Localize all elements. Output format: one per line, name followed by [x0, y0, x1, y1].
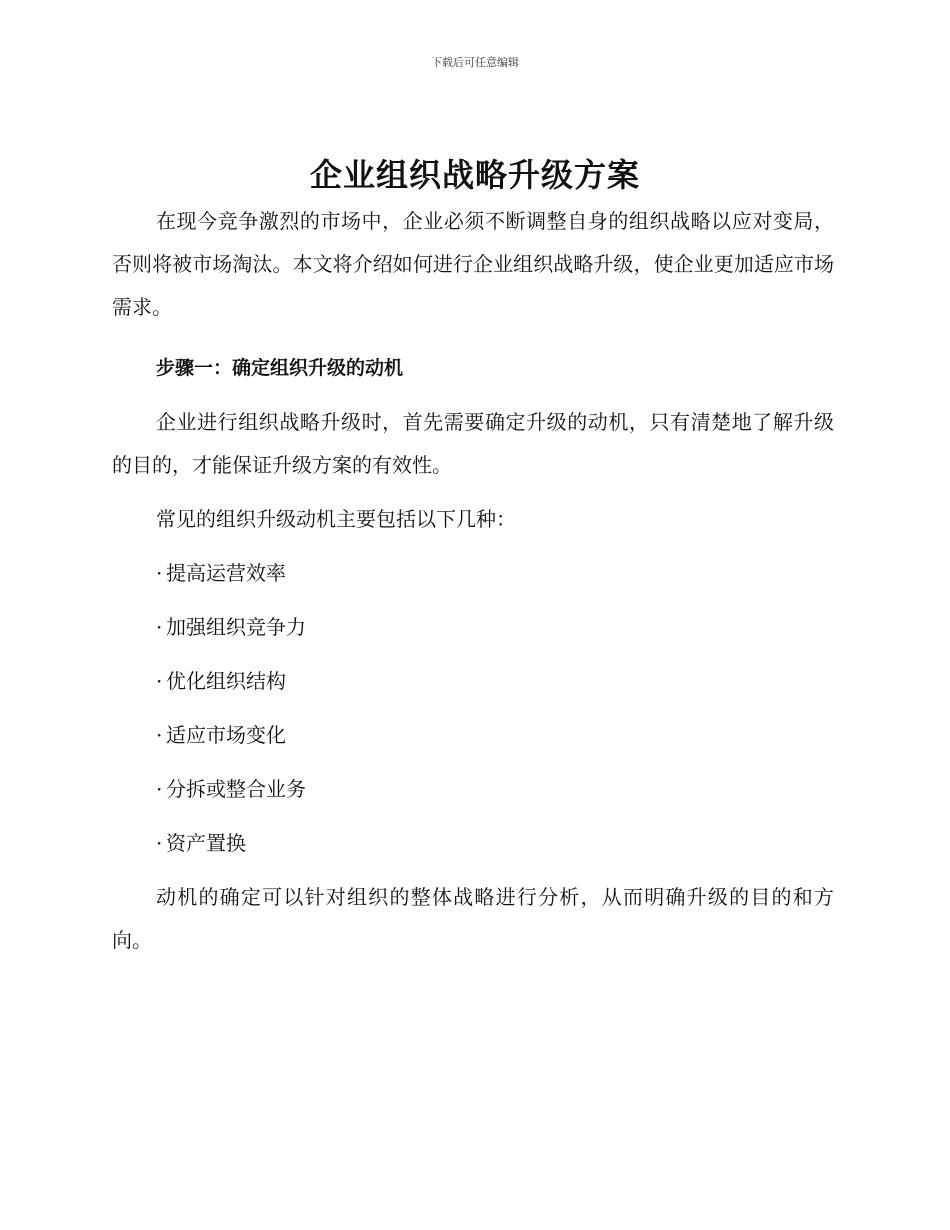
list-item-text: 提高运营效率	[166, 561, 286, 585]
document-title: 企业组织战略升级方案	[309, 156, 640, 194]
step1-paragraph: 企业进行组织战略升级时，首先需要确定升级的动机，只有清楚地了解升级的目的，才能保证升级方案的有效性。	[112, 410, 834, 477]
bullet-dot-icon: ·	[156, 831, 163, 855]
list-item-text: 适应市场变化	[166, 723, 286, 747]
list-item	[112, 606, 834, 649]
list-item-text: 分拆或整合业务	[166, 777, 306, 801]
intro-paragraph: 在现今竞争激烈的市场中，企业必须不断调整自身的组织战略以应对变局，否则将被市场淘汰。本文将介绍如何进行企业组织战略升级，使企业更加适应市场需求。	[112, 209, 834, 319]
motives-intro: 常见的组织升级动机主要包括以下几种：	[156, 507, 516, 531]
document-body	[112, 200, 834, 962]
motives-list	[112, 552, 834, 865]
bullet-dot-icon: ·	[156, 723, 163, 747]
bullet-dot-icon: ·	[156, 777, 163, 801]
list-item	[112, 660, 834, 703]
list-item	[112, 822, 834, 865]
step1-heading: 步骤一：确定组织升级的动机	[156, 357, 404, 379]
list-item	[112, 714, 834, 757]
closing-paragraph: 动机的确定可以针对组织的整体战略进行分析，从而明确升级的目的和方向。	[112, 885, 834, 952]
bullet-dot-icon: ·	[156, 561, 163, 585]
bullet-dot-icon: ·	[156, 615, 163, 639]
list-item-text: 加强组织竞争力	[166, 615, 306, 639]
list-item-text: 优化组织结构	[166, 669, 286, 693]
list-item	[112, 552, 834, 595]
bullet-dot-icon: ·	[156, 669, 163, 693]
page-header-note: 下载后可任意编辑	[431, 56, 519, 69]
list-item	[112, 768, 834, 811]
list-item-text: 资产置换	[166, 831, 246, 855]
